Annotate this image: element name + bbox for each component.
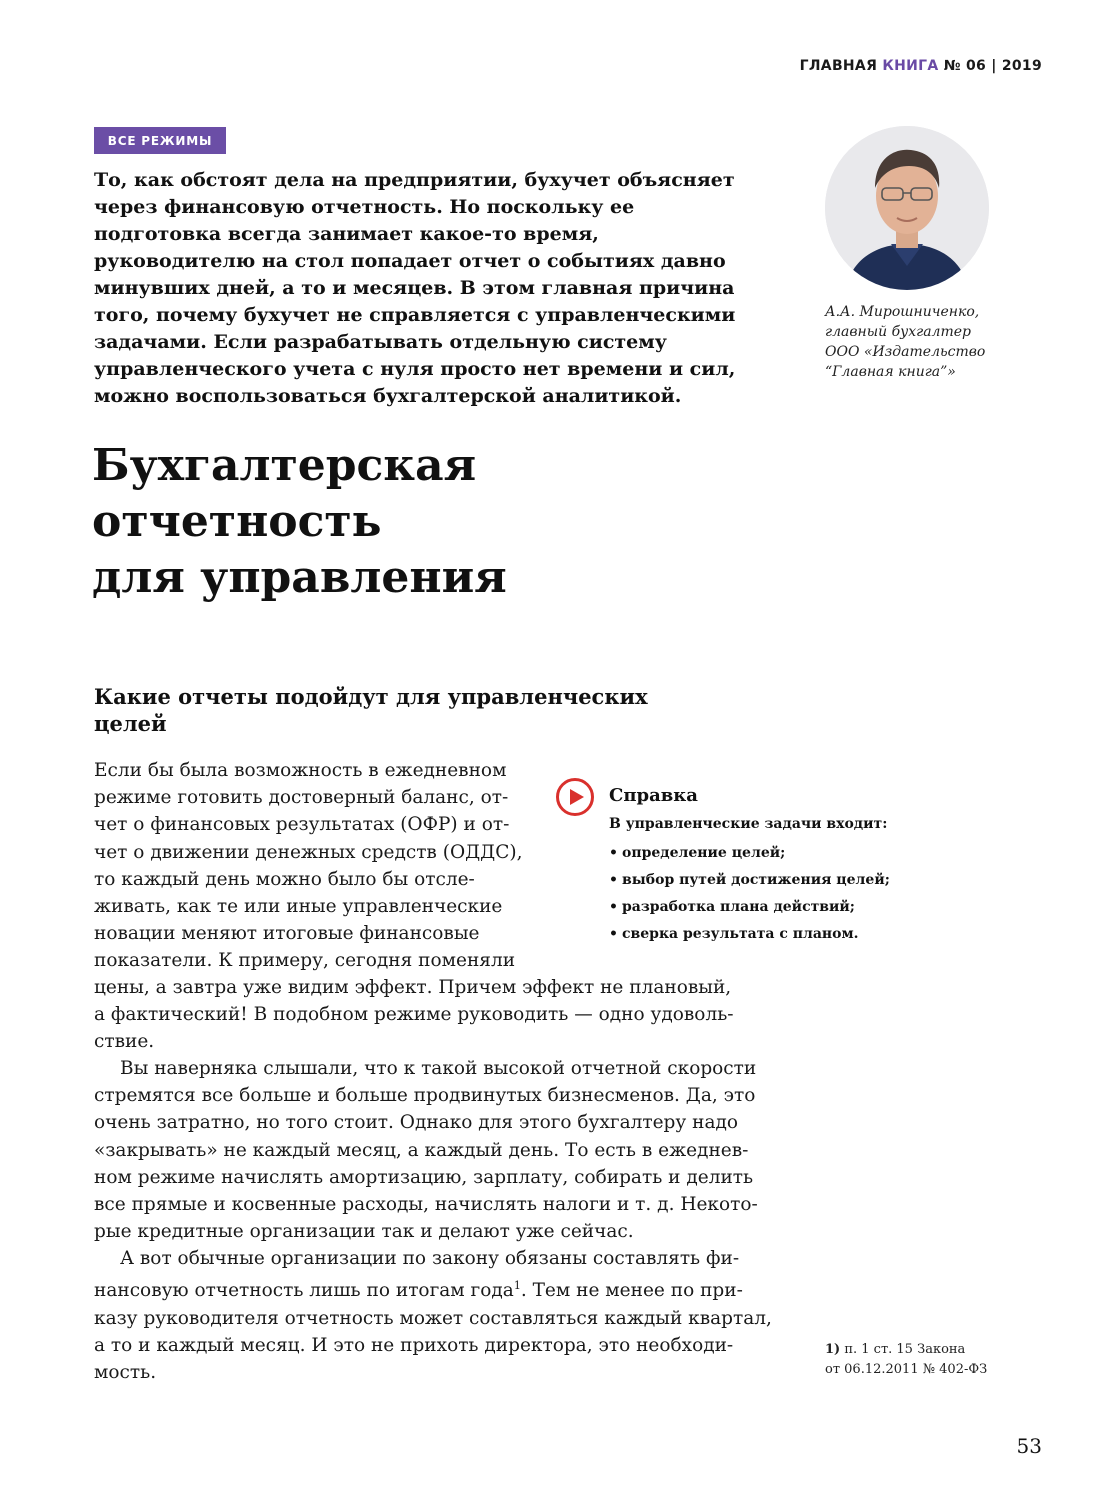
- section-heading: Какие отчеты подойдут для управленческих целей: [94, 684, 648, 736]
- list-item: • выбор путей достижения целей;: [609, 867, 890, 894]
- reference-title: Справка: [609, 785, 698, 806]
- reference-list: [609, 840, 890, 948]
- author-caption: А.А. Мирошниченко, главный бухгалтер ООО «Издательство “Главная книга”»: [825, 304, 986, 380]
- page-number: 53: [1016, 1434, 1042, 1458]
- body-paragraph-1-narrow: Если бы была возможность в ежедневном режиме готовить достоверный баланс, от- чет о финансовых результатах (ОФР) и от- чет о движении денежных средств (ОДДС), то каждый день можно было бы отсле- живать, как те или иные управленческие новации меняют итоговые финансовые показатели. К примеру, сегодня поменяли: [94, 760, 523, 972]
- body-paragraph-2: Вы наверняка слышали, что к такой высокой отчетной скорости стремятся все больше и больше продвинутых бизнесменов. Да, это очень затратно, но того стоит. Однако для этого бухгалтеру надо «закрывать» не каждый месяц, а каждый день. То есть в ежеднев- ном режиме начислять амортизацию, зарплату, собирать и делить все прямые и косвенные расходы, начислять налоги и т. д. Некото- рые кредитные организации так и делают уже сейчас.: [94, 1058, 758, 1243]
- author-photo: [825, 126, 989, 290]
- body-paragraph-3: А вот обычные организации по закону обязаны составлять фи- нансовую отчетность лишь по итогам года$^1$. Тем не менее по при- казу руководителя отчетность может составляться каждый квартал, а то и каждый месяц. И это не прихоть директора, это необходи- мость.: [94, 1248, 772, 1383]
- list-item: • сверка результата с планом.: [609, 921, 890, 948]
- play-circle-icon: [555, 777, 595, 817]
- bullet-icon: •: [609, 845, 618, 861]
- issue-number: № 06 | 2019: [943, 58, 1042, 74]
- author-portrait-illustration: [825, 126, 989, 290]
- footnote: 1) п. 1 ст. 15 Закона от 06.12.2011 № 402-ФЗ: [825, 1342, 988, 1377]
- magazine-header: [800, 58, 1042, 74]
- bullet-icon: •: [609, 899, 618, 915]
- list-item: • определение целей;: [609, 840, 890, 867]
- body-paragraph-1-wide: цены, а завтра уже видим эффект. Причем эффект не плановый, а фактический! В подобном режиме руководить — одно удоволь- ствие.: [94, 977, 734, 1053]
- lead-paragraph: То, как обстоят дела на предприятии, бухучет объясняет через финансовую отчетность. Но поскольку ее подготовка всегда занимает какое-то время, руководителю на стол попадает отчет о событиях давно минувших дней, а то и месяцев. В этом главная причина того, почему бухучет не справляется с управленческими задачами. Если разрабатывать отдельную систему управленческого учета с нуля просто нет времени и сил, можно воспользоваться бухгалтерской аналитикой.: [94, 169, 736, 407]
- bullet-icon: •: [609, 926, 618, 942]
- category-tag: ВСЕ РЕЖИМЫ: [94, 127, 226, 154]
- brand-part1: ГЛАВНАЯ: [799, 58, 878, 74]
- footnote-marker-1[interactable]: 1: [513, 1279, 521, 1293]
- bullet-icon: •: [609, 872, 618, 888]
- article-title: Бухгалтерская отчетность для управления: [92, 440, 507, 603]
- reference-intro: В управленческие задачи входит:: [609, 816, 888, 832]
- list-item: • разработка плана действий;: [609, 894, 890, 921]
- brand-part2: КНИГА: [882, 58, 939, 74]
